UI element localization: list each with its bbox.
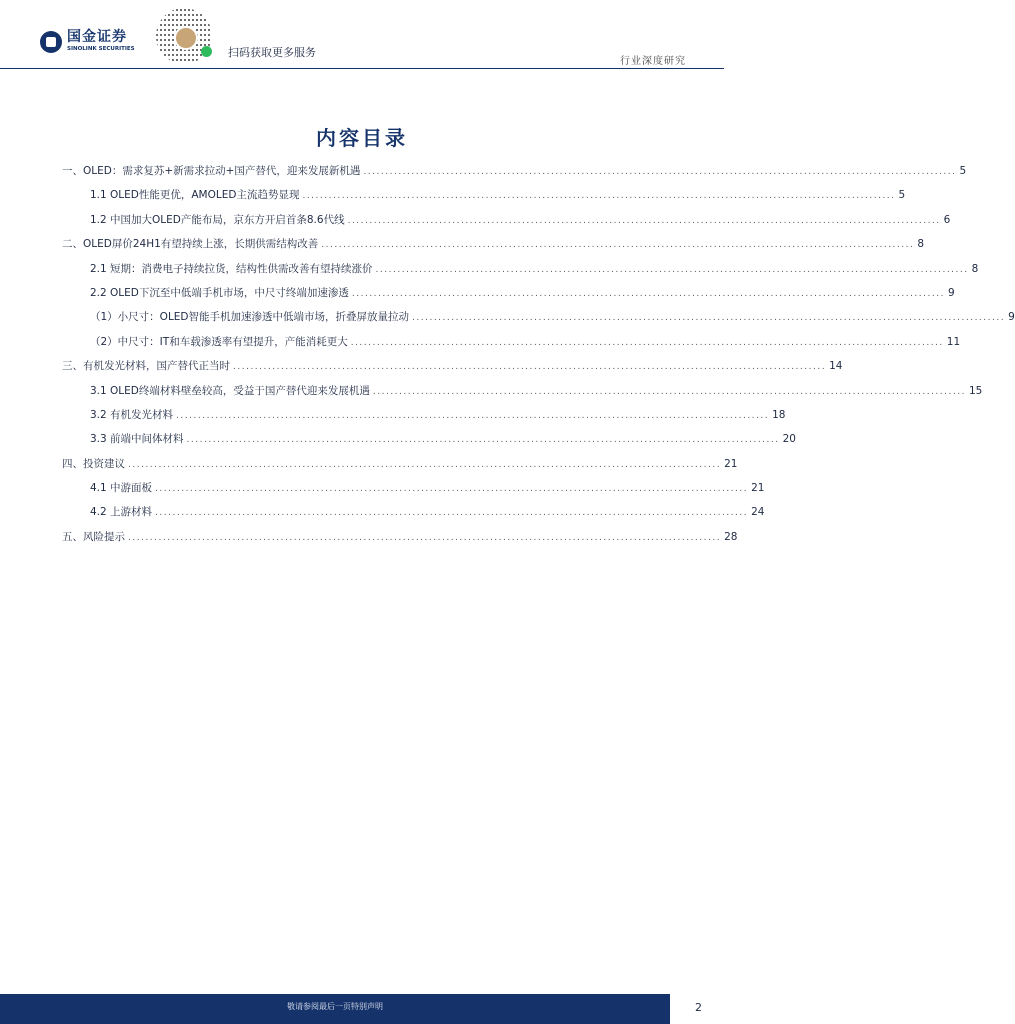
toc-entry-label: 3.1 OLED终端材料壁垒较高，受益于国产替代迎来发展机遇: [90, 384, 370, 397]
toc-entry-page: 15: [968, 384, 983, 397]
toc-entry[interactable]: [62, 163, 967, 187]
toc-leader: ........................................................................................................................................: [176, 410, 770, 421]
toc-entry-page: 28: [724, 530, 738, 543]
toc-entry-label: 2.2 OLED下沉至中低端手机市场，中尺寸终端加速渗透: [90, 286, 349, 299]
toc-entry-label: 二、OLED屏价24H1有望持续上涨，长期供需结构改善: [62, 238, 319, 251]
toc-entry-page: 6: [943, 213, 951, 226]
toc-entry[interactable]: [62, 309, 1015, 333]
toc-title: 内容目录: [316, 126, 408, 150]
toc-entry-page: 14: [829, 360, 843, 373]
toc-entry[interactable]: [62, 261, 979, 285]
toc-leader: ........................................................................................................................................: [155, 508, 749, 519]
toc-entry[interactable]: [62, 334, 961, 358]
page-number: 2: [695, 1001, 702, 1014]
toc-leader: ........................................................................................................................................: [321, 240, 915, 251]
toc-entry-page: 5: [898, 189, 906, 202]
toc-entry[interactable]: [62, 236, 925, 260]
header-divider: [0, 68, 724, 69]
toc-entry[interactable]: [62, 407, 786, 431]
toc-leader: ........................................................................................................................................: [128, 532, 722, 543]
toc-entry-label: （2）中尺寸：IT和车载渗透率有望提升，产能消耗更大: [90, 335, 348, 348]
toc-entry[interactable]: [62, 529, 738, 553]
toc-entry[interactable]: [62, 431, 796, 455]
toc-leader: ........................................................................................................................................: [302, 191, 896, 202]
toc-entry-label: 四、投资建议: [62, 457, 125, 470]
toc-entry[interactable]: [62, 504, 765, 528]
footer-disclaimer: 敬请参阅最后一页特别声明: [287, 1002, 383, 1011]
toc-entry-page: 8: [971, 262, 979, 275]
toc-leader: ........................................................................................................................................: [186, 435, 780, 446]
toc-leader: ........................................................................................................................................: [233, 362, 827, 373]
toc-entry[interactable]: [62, 212, 951, 236]
logo-name-en: SINOLINK SECURITIES: [67, 46, 135, 52]
toc-entry-page: 21: [751, 482, 765, 495]
toc-leader: ........................................................................................................................................: [128, 459, 722, 470]
toc-entry-label: 一、OLED：需求复苏+新需求拉动+国产替代，迎来发展新机遇: [62, 165, 361, 177]
toc-entry-page: 8: [917, 238, 925, 251]
toc-leader: ........................................................................................................................................: [155, 484, 749, 495]
toc-entry-page: 20: [782, 433, 796, 446]
toc-entry-page: 24: [751, 506, 765, 519]
toc-entry-label: 3.3 前端中间体材料: [90, 433, 184, 446]
company-logo: [40, 30, 135, 53]
toc-leader: ........................................................................................................................................: [372, 386, 966, 397]
toc-entry-page: 11: [946, 335, 961, 348]
toc-entry-label: 4.2 上游材料: [90, 506, 153, 519]
toc-entry[interactable]: [62, 187, 906, 211]
toc-entry-label: 三、有机发光材料，国产替代正当时: [62, 360, 230, 373]
toc-entry-page: 21: [724, 457, 738, 470]
toc-leader: ........................................................................................................................................: [350, 337, 944, 348]
toc-leader: ........................................................................................................................................: [347, 215, 941, 226]
toc-entry-label: （1）小尺寸：OLED智能手机加速渗透中低端市场，折叠屏放量拉动: [90, 311, 410, 324]
toc-leader: ........................................................................................................................................: [363, 167, 957, 177]
toc-entry-page: 5: [959, 165, 967, 177]
toc-leader: ........................................................................................................................................: [351, 288, 945, 299]
toc-entry-page: 9: [947, 286, 955, 299]
toc-entry[interactable]: [62, 358, 843, 382]
qr-center-logo: [174, 26, 198, 50]
table-of-contents: [62, 163, 1015, 553]
report-category: 行业深度研究: [620, 56, 686, 67]
toc-entry-label: 五、风险提示: [62, 530, 125, 543]
toc-entry[interactable]: [62, 480, 765, 504]
scan-caption: 扫码获取更多服务: [228, 46, 316, 59]
logo-icon: [40, 31, 62, 53]
toc-entry[interactable]: [62, 383, 983, 407]
toc-entry-label: 2.1 短期：消费电子持续拉货，结构性供需改善有望持续涨价: [90, 262, 373, 275]
toc-entry-label: 1.2 中国加大OLED产能布局，京东方开启首条8.6代线: [90, 213, 345, 226]
toc-entry-label: 3.2 有机发光材料: [90, 408, 174, 421]
toc-entry-page: 18: [772, 408, 786, 421]
toc-entry-label: 1.1 OLED性能更优，AMOLED主流趋势显现: [90, 189, 300, 202]
toc-entry-label: 4.1 中游面板: [90, 482, 153, 495]
page-header: [0, 0, 724, 70]
toc-entry[interactable]: [62, 285, 955, 309]
toc-leader: ........................................................................................................................................: [375, 264, 969, 275]
toc-entry-page: 9: [1008, 311, 1015, 324]
logo-name-cn: 国金证券: [67, 29, 127, 45]
toc-leader: ........................................................................................................................................: [412, 313, 1006, 324]
wechat-badge-icon: [201, 46, 212, 57]
toc-entry[interactable]: [62, 456, 738, 480]
